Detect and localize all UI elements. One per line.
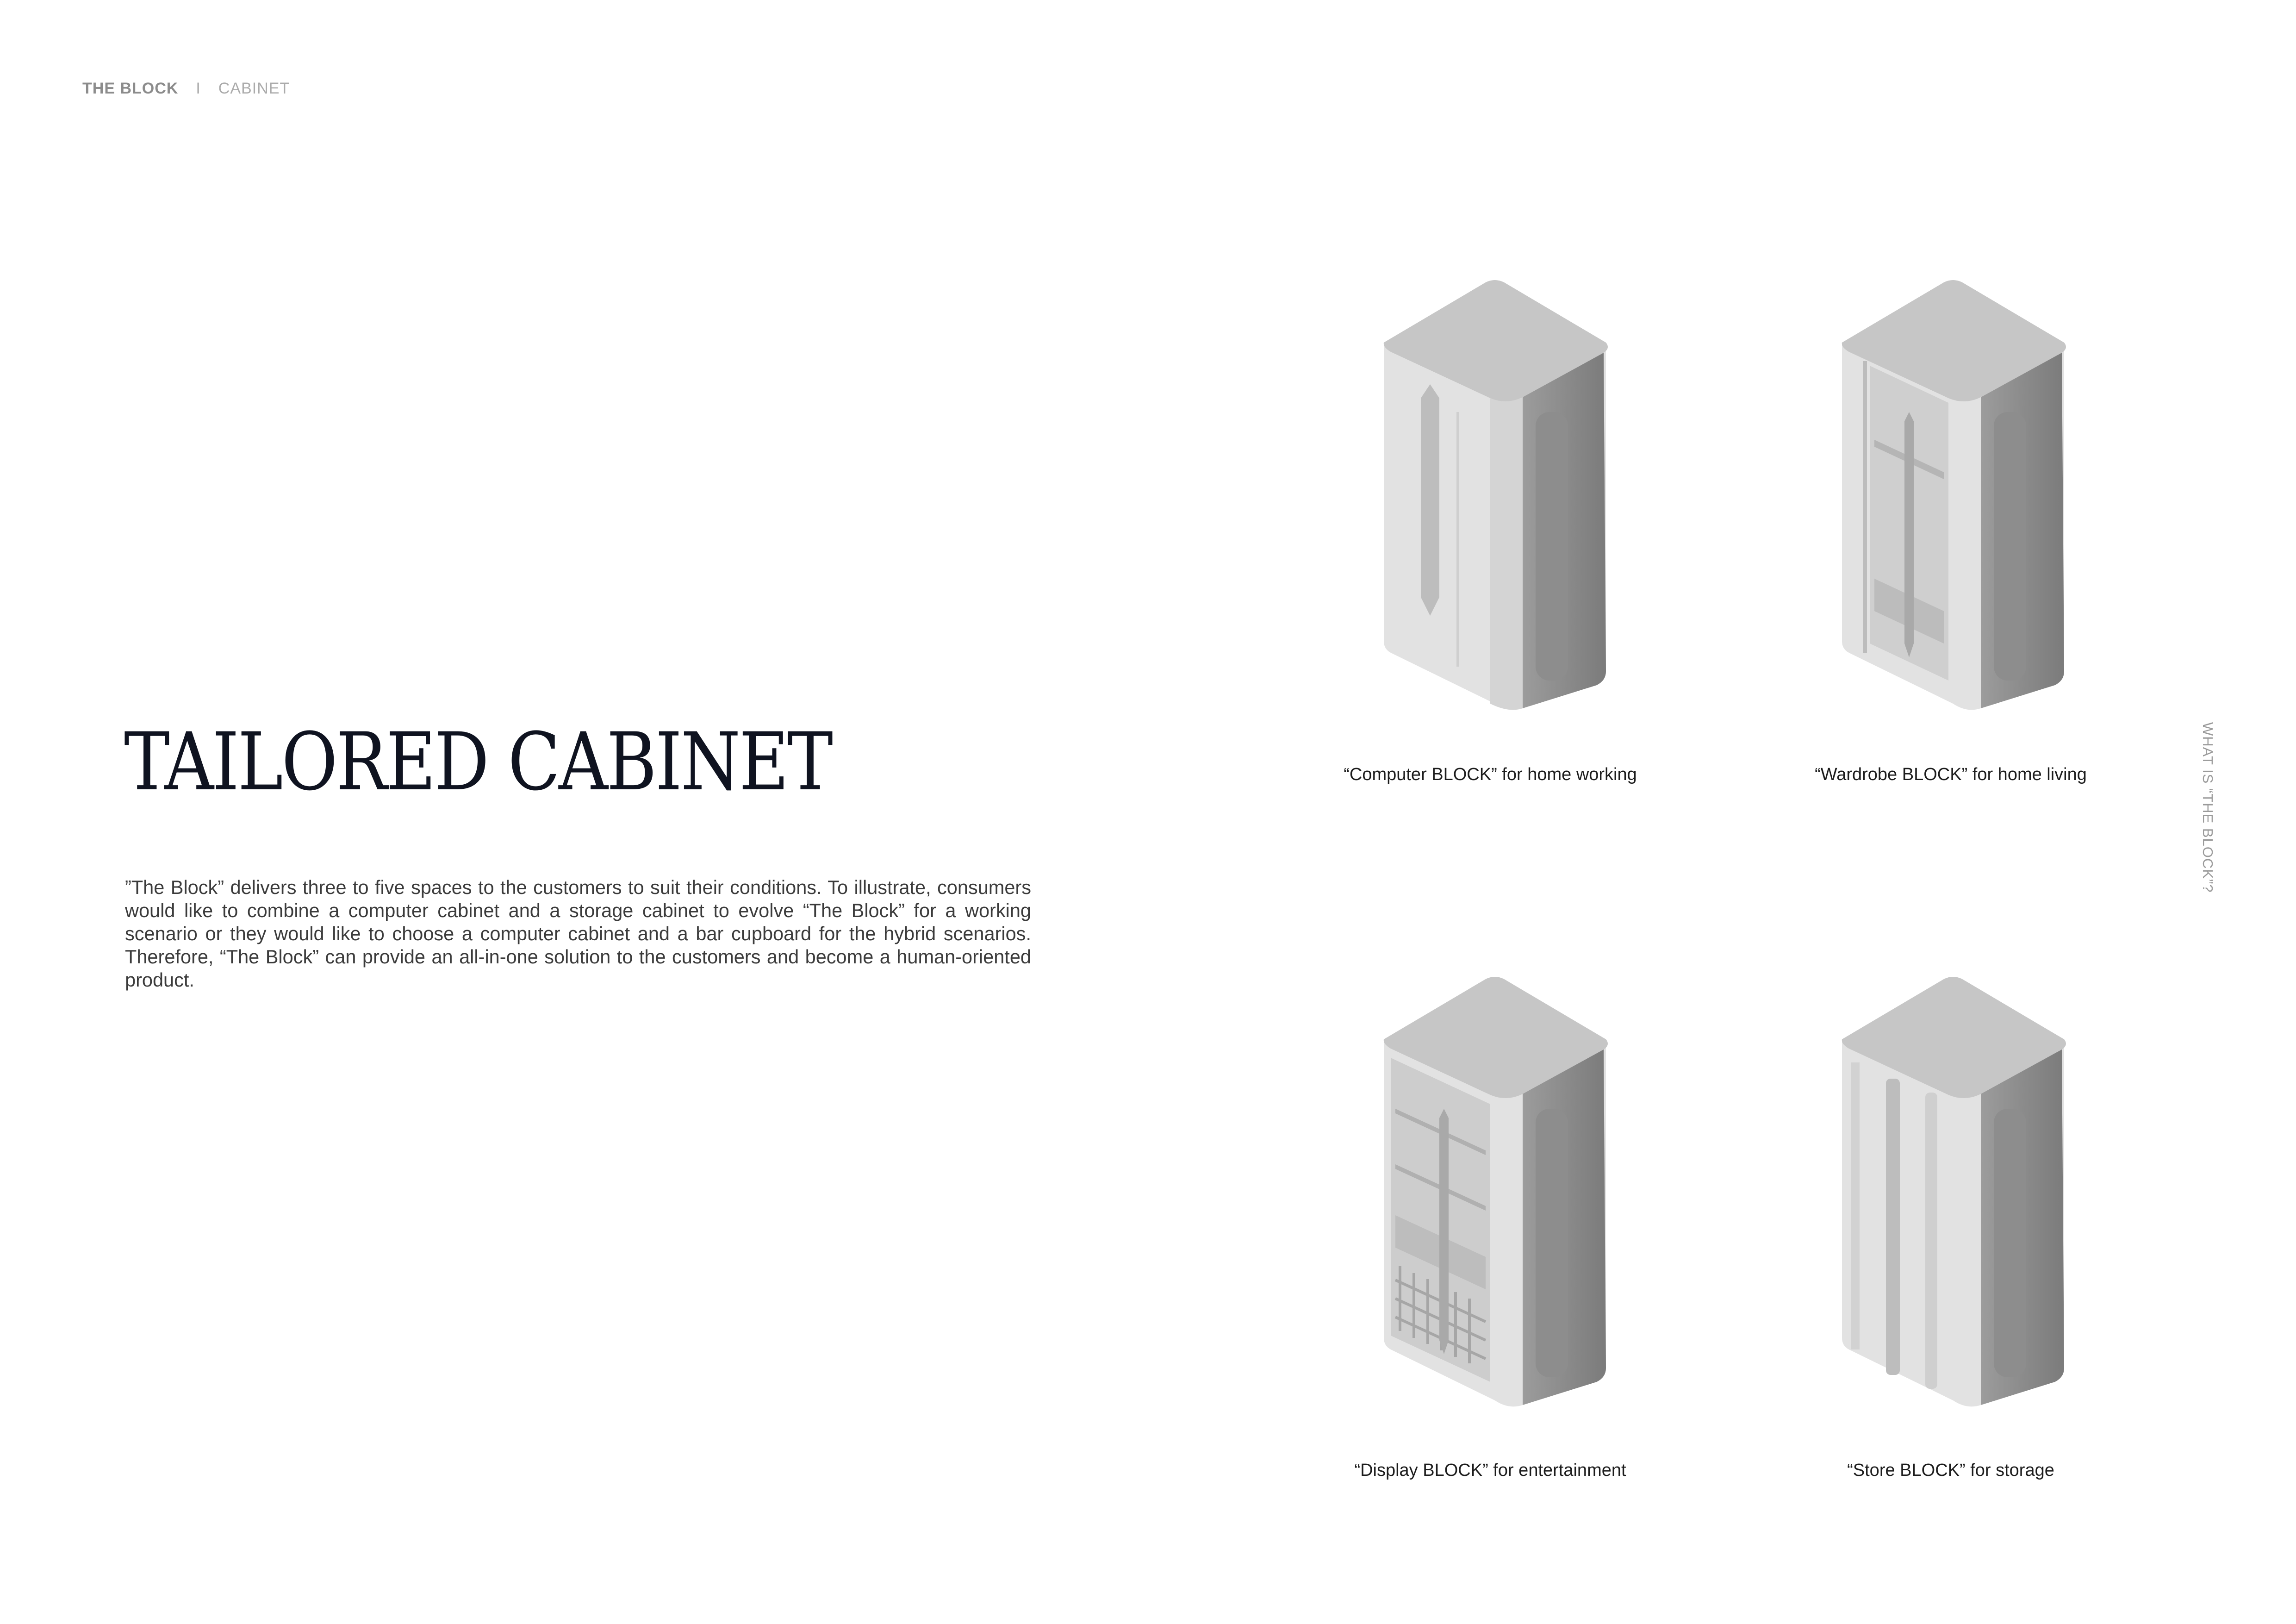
display-cabinet-caption: “Display BLOCK” for entertainment (1354, 1461, 1626, 1480)
breadcrumb-brand: THE BLOCK (82, 80, 179, 97)
breadcrumb-separator: I (196, 80, 201, 97)
breadcrumb-section: CABINET (218, 80, 290, 97)
store-cabinet-caption: “Store BLOCK” for storage (1847, 1461, 2054, 1480)
store-cabinet-illustration (1763, 970, 2134, 1410)
wardrobe-cabinet-caption: “Wardrobe BLOCK” for home living (1815, 765, 2087, 784)
description-paragraph: ”The Block” delivers three to five spaces to the customers to suit their conditions. To illustrate, consumers would like to combine a computer cabinet and a storage cabinet to evolve “The Block” for a working scenario or they would like to choose a computer cabinet and a bar cupboard for the hybrid scenarios. Therefore, “The Block” can provide an all-in-one solution to the customers and become a human-oriented product. (125, 876, 1031, 991)
computer-cabinet-illustration (1305, 273, 1675, 713)
breadcrumb (82, 80, 290, 98)
page-title: TAILORED CABINET (124, 715, 832, 808)
side-section-label: WHAT IS “THE BLOCK”? (2200, 722, 2216, 893)
computer-cabinet-caption: “Computer BLOCK” for home working (1344, 765, 1637, 784)
display-cabinet-illustration (1305, 970, 1675, 1410)
wardrobe-cabinet-illustration (1763, 273, 2134, 713)
